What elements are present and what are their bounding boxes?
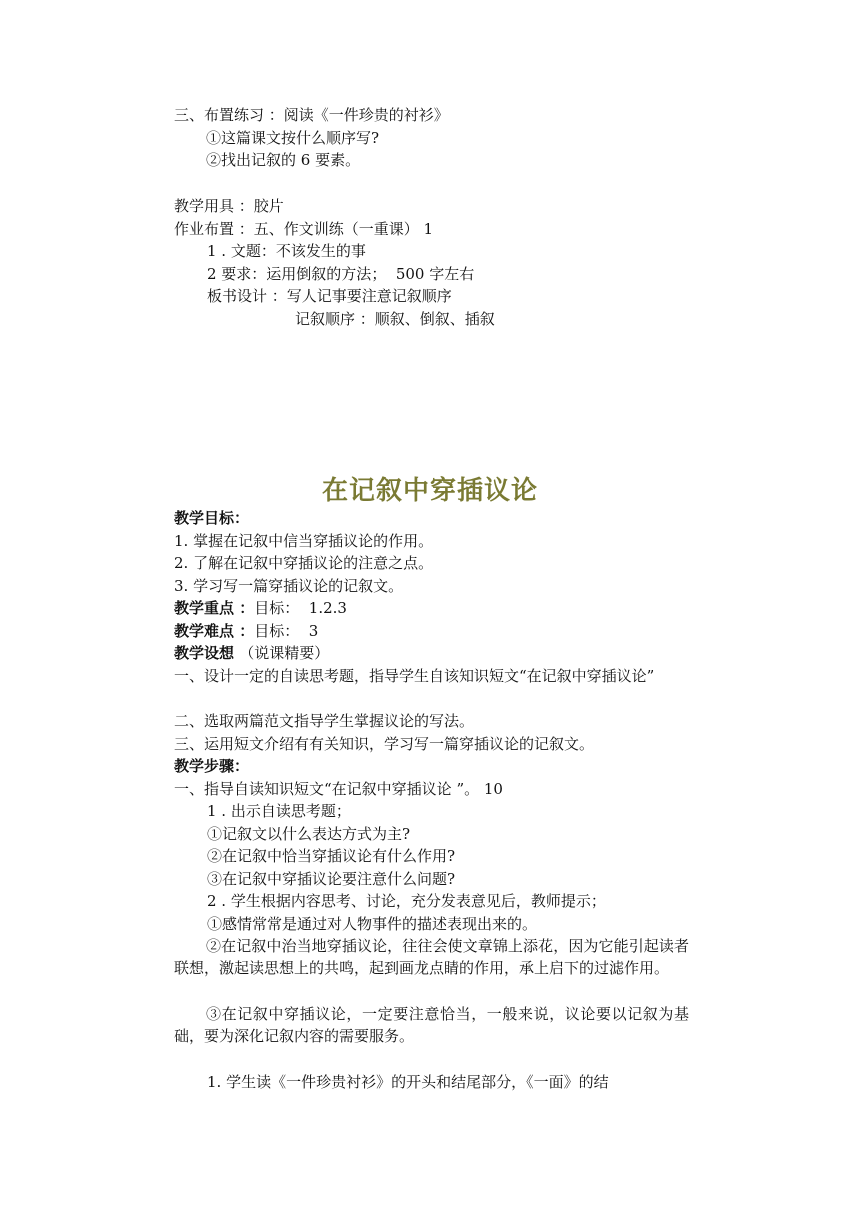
homework-requirement: 2 要求：运用倒叙的方法； 500 字左右 [207, 265, 475, 283]
step-1-sub-1: 1 . 出示自读思考题； [207, 802, 351, 820]
exercise-question-2: ②找出记叙的 6 要素。 [206, 151, 361, 169]
goal-item-2: 2. 了解在记叙中穿插议论的注意之点。 [174, 554, 434, 572]
design-line [174, 642, 694, 664]
step-1: 一、指导自读知识短文“在记叙中穿插议论 ”。 10 [174, 780, 503, 798]
difficult-points-line [174, 620, 694, 642]
reading-step: 1. 学生读《一件珍贵衬衫》的开头和结尾部分，《一面》的结 [207, 1073, 609, 1091]
tip-3-paragraph: ③在记叙中穿插议论，一定要注意恰当，一般来说，议论要以记叙为基础，要为深化记叙内容的需要服务。 [174, 1005, 689, 1045]
steps-heading: 教学步骤： [174, 757, 250, 775]
question-2: ②在记叙中恰当穿插议论有什么作用? [207, 847, 456, 865]
goals-heading: 教学目标： [174, 509, 250, 527]
key-points-label: 教学重点 ： [174, 599, 255, 617]
teaching-tools-line: 教学用具 ：胶片 [174, 197, 284, 215]
question-1: ①记叙文以什么表达方式为主? [207, 825, 411, 843]
exercise-line: 三、布置练习 ：阅读《一件珍贵的衬衫》 [174, 106, 449, 124]
narrative-order-line: 记叙顺序 ：顺叙、倒叙、插叙 [295, 310, 495, 328]
key-points-line [174, 597, 694, 619]
section-title: 在记叙中穿插议论 [321, 476, 538, 506]
goal-item-1: 1. 掌握在记叙中信当穿插议论的作用。 [174, 532, 434, 550]
difficult-points-value: 目标： 3 [254, 622, 319, 640]
design-note: （说课精要） [239, 644, 330, 662]
homework-line: 作业布置 ：五、作文训练（一重课） 1 [174, 220, 434, 238]
design-label: 教学设想 [174, 644, 240, 662]
tip-2-paragraph: ②在记叙中治当地穿插议论，往往会使文章锦上添花，因为它能引起读者联想，激起读思想上的共鸣，起到画龙点睛的作用，承上启下的过滤作用。 [174, 937, 689, 977]
goal-item-3: 3. 学习写一篇穿插议论的记叙文。 [174, 577, 404, 595]
tip-1: ①感情常常是通过对人物事件的描述表现出来的。 [207, 915, 538, 933]
difficult-points-label: 教学难点 ： [174, 622, 255, 640]
design-item-2: 二、选取两篇范文指导学生掌握议论的写法。 [174, 712, 475, 730]
design-item-1: 一、设计一定的自读思考题，指导学生自该知识短文“在记叙中穿插议论” [174, 667, 655, 685]
step-1-sub-2: 2 . 学生根据内容思考、讨论，充分发表意见后，教师提示； [207, 892, 606, 910]
exercise-question-1: ①这篇课文按什么顺序写? [206, 129, 380, 147]
key-points-value: 目标： 1.2.3 [254, 599, 347, 617]
homework-topic: 1 . 文题：不该发生的事 [207, 242, 366, 260]
design-item-3: 三、运用短文介绍有有关知识，学习写一篇穿插议论的记叙文。 [174, 735, 595, 753]
question-3: ③在记叙中穿插议论要注意什么问题? [207, 870, 456, 888]
blackboard-design-line: 板书设计 ：写人记事要注意记叙顺序 [207, 287, 452, 305]
